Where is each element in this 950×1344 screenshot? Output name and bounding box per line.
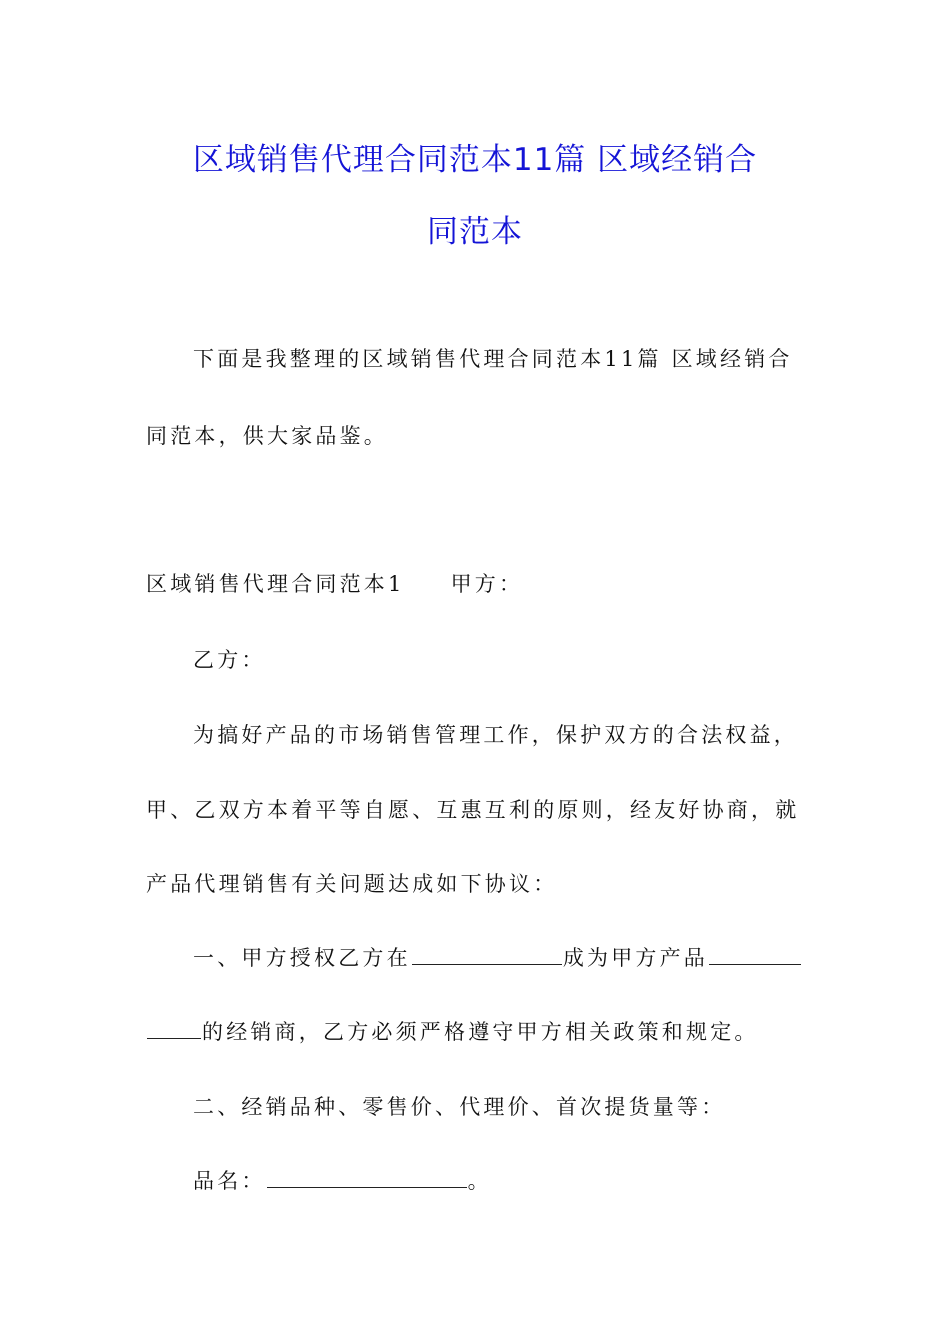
- para1-line-3: 产品代理销售有关问题达成如下协议：: [146, 872, 558, 896]
- region-blank: [412, 944, 562, 965]
- product-name-line: [193, 1166, 492, 1196]
- clause1-text-b: 成为甲方产品: [562, 946, 709, 970]
- section-heading-row: [146, 569, 523, 599]
- product-name-blank: [267, 1167, 467, 1188]
- para1-line-1: 为搞好产品的市场销售管理工作，保护双方的合法权益，: [193, 723, 798, 747]
- product-name-end: 。: [467, 1169, 492, 1193]
- clause1-text-c: 的经销商，乙方必须严格遵守甲方相关政策和规定。: [202, 1020, 759, 1044]
- para1-line-2: 甲、乙双方本着平等自愿、互惠互利的原则，经友好协商，就: [146, 798, 800, 822]
- document-title-line-2: 同范本: [427, 214, 523, 250]
- party-a-label: 甲方：: [450, 572, 524, 596]
- clause1-line-1: [193, 943, 802, 973]
- intro-line-2: 同范本，供大家品鉴。: [146, 424, 388, 448]
- intro-line-1: 下面是我整理的区域销售代理合同范本11篇 区域经销合: [193, 347, 793, 371]
- product-blank-end: [147, 1018, 201, 1039]
- product-name-label: 品名：: [193, 1169, 266, 1193]
- clause1-text-a: 一、甲方授权乙方在: [193, 946, 411, 970]
- document-title-line-1: 区域销售代理合同范本11篇 区域经销合: [192, 142, 758, 178]
- section-heading: 区域销售代理合同范本1: [146, 572, 405, 596]
- clause2-line: 二、经销品种、零售价、代理价、首次提货量等：: [193, 1095, 726, 1119]
- product-blank-start: [709, 944, 801, 965]
- clause1-line-2: [146, 1017, 759, 1047]
- party-b-label: 乙方：: [193, 648, 266, 672]
